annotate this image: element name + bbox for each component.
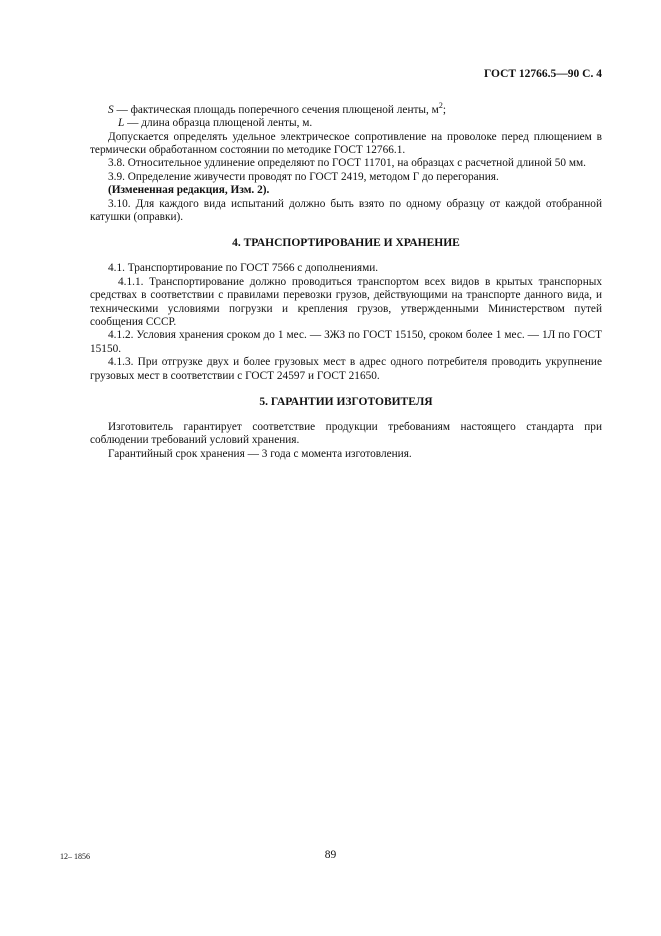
definition-l — [90, 117, 602, 130]
paragraph-3-10: 3.10. Для каждого вида испытаний должно быть взято по одному образцу от каждой отобранной катушки (оправки). — [90, 197, 602, 224]
definition-s-text: — фактическая площадь поперечного сечения плющеной ленты, м — [113, 103, 439, 116]
paragraph-3-8: 3.8. Относительное удлинение определяют по ГОСТ 11701, на образцах с расчетной длиной 50 мм. — [108, 157, 586, 170]
definition-s-end: ; — [442, 103, 446, 116]
paragraph-4-1-3: 4.1.3. При отгрузке двух и более грузовых мест в адрес одного потребителя проводить укрупнение грузовых мест в соответствии с ГОСТ 24597 и ГОСТ 21650. — [90, 356, 602, 382]
section-4-title: 4. ТРАНСПОРТИРОВАНИЕ И ХРАНЕНИЕ — [232, 237, 460, 250]
amendment-note: (Измененная редакция, Изм. 2). — [108, 184, 270, 197]
print-code: 12– 1856 — [60, 852, 90, 861]
paragraph-4-1-1: 4.1.1. Транспортирование должно проводиться транспортом всех видов в крытых транспорных средствах в соответствии с правилами перевозки грузов, действующими на транспорте данного вида, и техническими условиями погрузки и крепления грузов, утвержденными Министерством путей сообщения СССР. — [90, 275, 602, 329]
definition-s — [90, 99, 602, 117]
paragraph-4-1: 4.1. Транспортирование по ГОСТ 7566 с дополнениями. — [108, 262, 379, 275]
paragraph-3-9: 3.9. Определение живучести проводят по ГОСТ 2419, методом Г до перегорания. — [108, 170, 499, 183]
definition-l-text: — длина образца плющеной ленты, м. — [124, 117, 313, 130]
paragraph-4-1-2: 4.1.2. Условия хранения сроком до 1 мес. — ЗЖЗ по ГОСТ 15150, сроком более 1 мес. — 1Л по ГОСТ 15150. — [90, 329, 602, 355]
paragraph-5-1: Изготовитель гарантирует соответствие продукции требованиям настоящего стандарта при соблюдении требований условий хранения. — [90, 421, 602, 447]
paragraph-5-2: Гарантийный срок хранения — 3 года с момента изготовления. — [108, 447, 412, 460]
page-number: 89 — [324, 849, 337, 861]
paragraph-allow: Допускается определять удельное электрическое сопротивление на проволоке перед плющением в термически обработанном состоянии по методике ГОСТ 12766.1. — [90, 130, 602, 156]
page-header: ГОСТ 12766.5—90 С. 4 — [483, 68, 602, 80]
symbol-s: S — [108, 103, 114, 116]
unit-superscript: 2 — [438, 101, 443, 110]
symbol-l: L — [118, 117, 125, 130]
document-body — [90, 99, 602, 461]
section-5-title: 5. ГАРАНТИИ ИЗГОТОВИТЕЛЯ — [259, 396, 433, 409]
